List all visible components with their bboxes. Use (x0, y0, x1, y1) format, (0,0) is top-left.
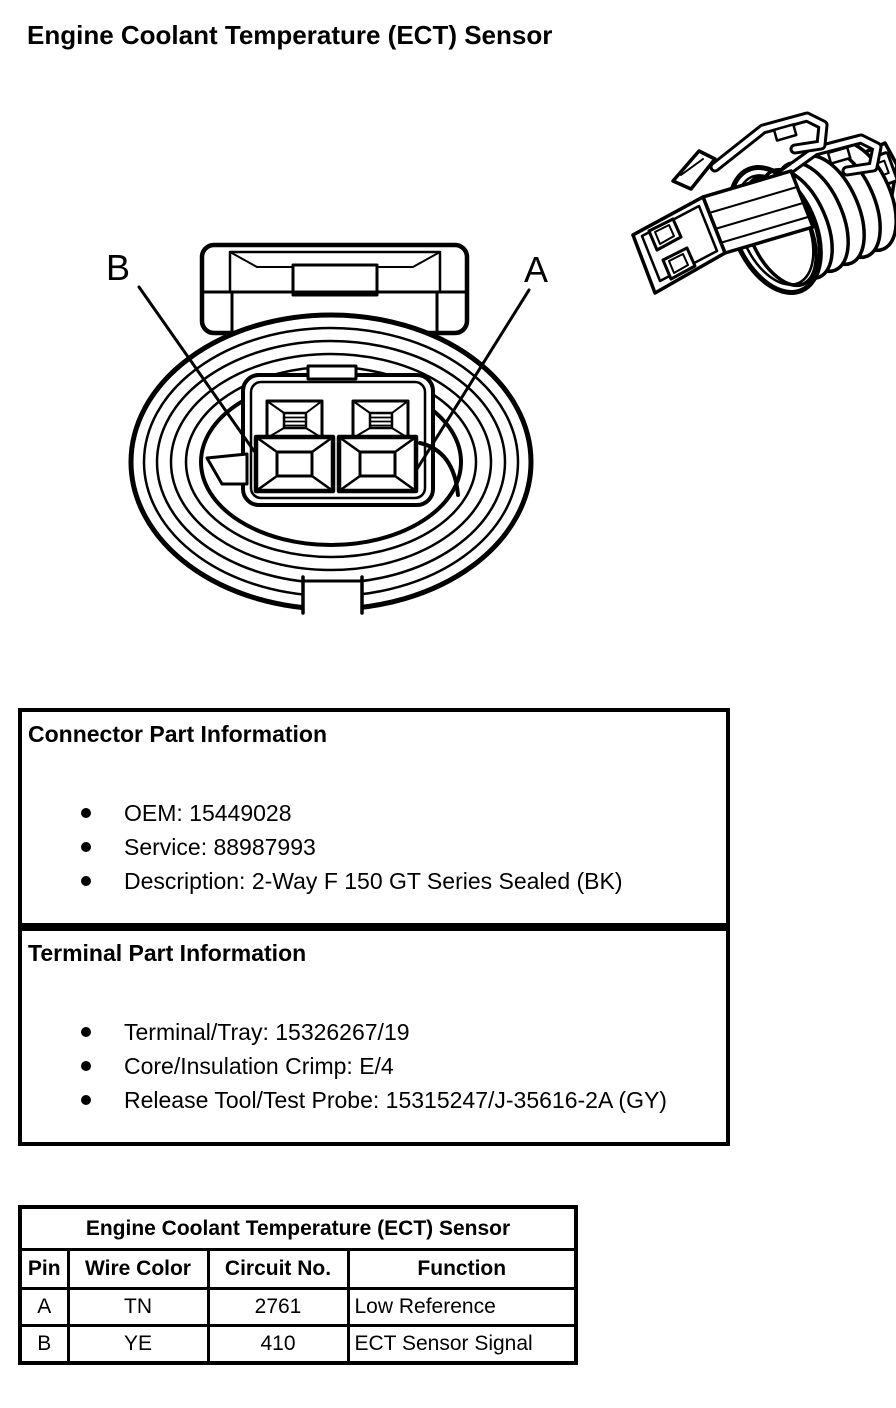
bullet-icon (81, 1027, 91, 1037)
connector-face-view-diagram (100, 225, 570, 635)
cell-wire-color: YE (68, 1326, 208, 1364)
column-header-circuit-no: Circuit No. (208, 1250, 348, 1289)
pin-b-label: B (106, 247, 131, 288)
table-row (20, 1289, 576, 1326)
cell-circuit-no: 410 (208, 1326, 348, 1364)
terminal-info-heading: Terminal Part Information (28, 940, 307, 966)
info-item-text: Core/Insulation Crimp: E/4 (124, 1053, 394, 1079)
cell-function: Low Reference (348, 1289, 576, 1326)
info-item-text: OEM: 15449028 (124, 800, 292, 826)
table-row (20, 1326, 576, 1364)
bullet-icon (81, 808, 91, 818)
bullet-icon (81, 842, 91, 852)
cell-pin: B (20, 1326, 68, 1364)
connector-part-information-box (18, 708, 730, 927)
list-item (22, 1015, 726, 1049)
bullet-icon (81, 1061, 91, 1071)
list-item (22, 830, 726, 864)
info-item-text: Terminal/Tray: 15326267/19 (124, 1019, 410, 1045)
index-notch (303, 577, 362, 615)
pin-a-label: A (524, 249, 549, 290)
list-item (22, 864, 726, 898)
connector-3d-illustration (615, 103, 896, 335)
info-item-text: Description: 2-Way F 150 GT Series Sealed (BK) (124, 868, 623, 894)
table-header-row (20, 1250, 576, 1289)
list-item (22, 1083, 726, 1117)
connector-info-list (22, 796, 726, 898)
table-title: Engine Coolant Temperature (ECT) Sensor (20, 1207, 576, 1250)
cell-wire-color: TN (68, 1289, 208, 1326)
page-title: Engine Coolant Temperature (ECT) Sensor (27, 20, 553, 50)
pinout-table (18, 1205, 578, 1365)
column-header-function: Function (348, 1250, 576, 1289)
column-header-pin: Pin (20, 1250, 68, 1289)
cell-function: ECT Sensor Signal (348, 1326, 576, 1364)
list-item (22, 796, 726, 830)
cell-circuit-no: 2761 (208, 1289, 348, 1326)
bullet-icon (81, 1095, 91, 1105)
cell-pin: A (20, 1289, 68, 1326)
table-title-row (20, 1207, 576, 1250)
bullet-icon (81, 876, 91, 886)
connector-info-heading: Connector Part Information (28, 721, 328, 747)
info-item-text: Service: 88987993 (124, 834, 316, 860)
terminal-b (256, 401, 333, 491)
info-item-text: Release Tool/Test Probe: 15315247/J-35616-2A (GY) (124, 1087, 667, 1113)
terminal-part-information-box (18, 927, 730, 1146)
list-item (22, 1049, 726, 1083)
terminal-info-list (22, 1015, 726, 1117)
column-header-wire-color: Wire Color (68, 1250, 208, 1289)
